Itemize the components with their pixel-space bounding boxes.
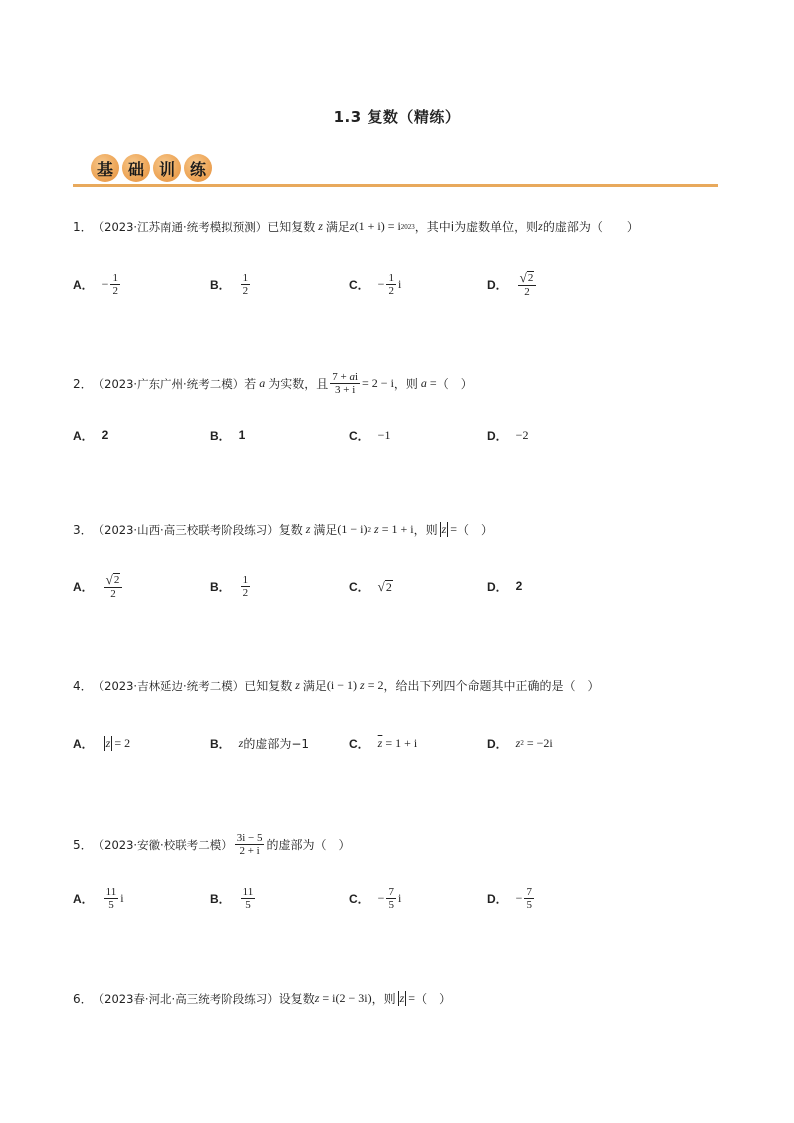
- math-expression: z =: [399, 991, 416, 1005]
- question-text: 满足: [325, 220, 350, 234]
- question-5: [73, 832, 351, 857]
- option-d[interactable]: D． z 2 = −2i: [487, 735, 553, 751]
- math-expression: z =: [441, 522, 458, 536]
- option-c[interactable]: C． −1: [349, 427, 391, 443]
- option-d[interactable]: D． − $\frac{7}{5}$: [487, 885, 532, 911]
- option-c[interactable]: C． − $\frac{7}{5}$ i: [349, 885, 402, 911]
- question-text: 的虚部为（ ）: [542, 220, 639, 234]
- question-text: 若: [244, 377, 257, 391]
- option-c[interactable]: C． √ 2: [349, 578, 392, 594]
- option-c[interactable]: C． − $\frac{1}{2}$ i: [349, 271, 402, 297]
- question-text: 设复数: [278, 992, 315, 1006]
- question-6: [73, 990, 451, 1007]
- math-var: z: [292, 678, 303, 692]
- math-var: a: [417, 376, 430, 390]
- question-source: （2023·吉林延边·统考二模）: [92, 678, 245, 693]
- page-title: 1.3 复数（精练）: [333, 108, 461, 126]
- question-text: 为实数，且: [268, 377, 329, 391]
- option-b[interactable]: B． $\frac{11}{5}$: [210, 885, 254, 911]
- options-5: [73, 883, 673, 913]
- question-number: 3．: [73, 523, 93, 537]
- math-expression: z (1 + i) = i 2023: [349, 219, 415, 233]
- option-d[interactable]: D． −2: [487, 427, 529, 443]
- question-1: [73, 218, 639, 235]
- question-number: 5．: [73, 838, 93, 852]
- option-b[interactable]: B． $\frac{1}{2}$: [210, 573, 249, 599]
- question-number: 1．: [73, 220, 93, 234]
- section-char-2: 础: [122, 154, 150, 182]
- question-4: [73, 677, 599, 694]
- option-d[interactable]: D． √ 2 2: [487, 269, 538, 299]
- section-char-4: 练: [184, 154, 212, 182]
- option-b[interactable]: B． 1: [210, 428, 246, 443]
- question-source: （2023·安徽·校联考二模）: [92, 837, 233, 852]
- option-a[interactable]: A． 2: [73, 428, 109, 443]
- question-source: （2023·江苏南通·统考模拟预测）: [92, 219, 268, 234]
- question-text: ，则: [371, 992, 396, 1006]
- question-text: ，则: [393, 377, 418, 391]
- option-b[interactable]: B． $\frac{1}{2}$: [210, 271, 249, 297]
- option-a[interactable]: A． z = 2: [73, 735, 131, 751]
- option-a[interactable]: A． √ 2 2: [73, 571, 124, 601]
- equals-sign: =: [429, 376, 437, 390]
- option-d[interactable]: D． 2: [487, 579, 523, 594]
- math-expression: (1 − i) 2 z = 1 + i: [337, 522, 414, 536]
- question-text: ，其中i为虚数单位，则: [414, 220, 539, 234]
- question-text: ，则: [413, 523, 438, 537]
- options-4: [73, 728, 673, 758]
- option-a[interactable]: A． $\frac{11}{5}$ i: [73, 885, 124, 911]
- question-text: 满足: [302, 679, 327, 693]
- options-2: [73, 420, 673, 450]
- question-number: 2．: [73, 377, 93, 391]
- option-a[interactable]: A． − $\frac{1}{2}$: [73, 271, 118, 297]
- question-text: 已知复数: [244, 679, 293, 693]
- question-text: 复数: [278, 523, 303, 537]
- section-char-3: 训: [153, 154, 181, 182]
- question-number: 4．: [73, 679, 93, 693]
- question-source: （2023·山西·高三校联考阶段练习）: [92, 522, 279, 537]
- question-source: （2023·广东广州·统考二模）: [92, 376, 245, 391]
- options-3: [73, 571, 673, 601]
- question-text: （ ）: [415, 992, 452, 1006]
- question-number: 6．: [73, 992, 93, 1006]
- option-c[interactable]: C． $\overline{z}$ = 1 + i: [349, 735, 418, 751]
- math-var: z: [315, 219, 326, 233]
- math-var: z: [302, 522, 314, 536]
- math-var: z: [538, 219, 543, 233]
- math-var: a: [256, 376, 269, 390]
- math-expression: $\frac{7 + ai}{3 + i}$ = 2 − i: [332, 371, 394, 396]
- question-text: （ ）: [457, 523, 494, 537]
- math-expression: z = i(2 − 3i): [314, 991, 372, 1005]
- question-text: 满足: [313, 523, 338, 537]
- question-text: ，给出下列四个命题其中正确的是（ ）: [383, 679, 600, 693]
- question-source: （2023春·河北·高三统考阶段练习）: [92, 991, 279, 1006]
- section-divider: [73, 184, 718, 187]
- section-header: [73, 152, 718, 188]
- option-b[interactable]: B． z 的虚部为−1: [210, 735, 310, 751]
- question-text: （ ）: [436, 377, 473, 391]
- section-char-1: 基: [91, 154, 119, 182]
- math-expression: (i − 1) z = 2: [326, 678, 384, 692]
- question-2: [73, 371, 473, 396]
- question-text: 的虚部为（ ）: [266, 838, 351, 852]
- options-1: [73, 269, 673, 299]
- question-text: 已知复数: [267, 220, 316, 234]
- question-3: [73, 521, 493, 538]
- math-expression: $\frac{3i - 5}{2 + i}$: [236, 832, 263, 857]
